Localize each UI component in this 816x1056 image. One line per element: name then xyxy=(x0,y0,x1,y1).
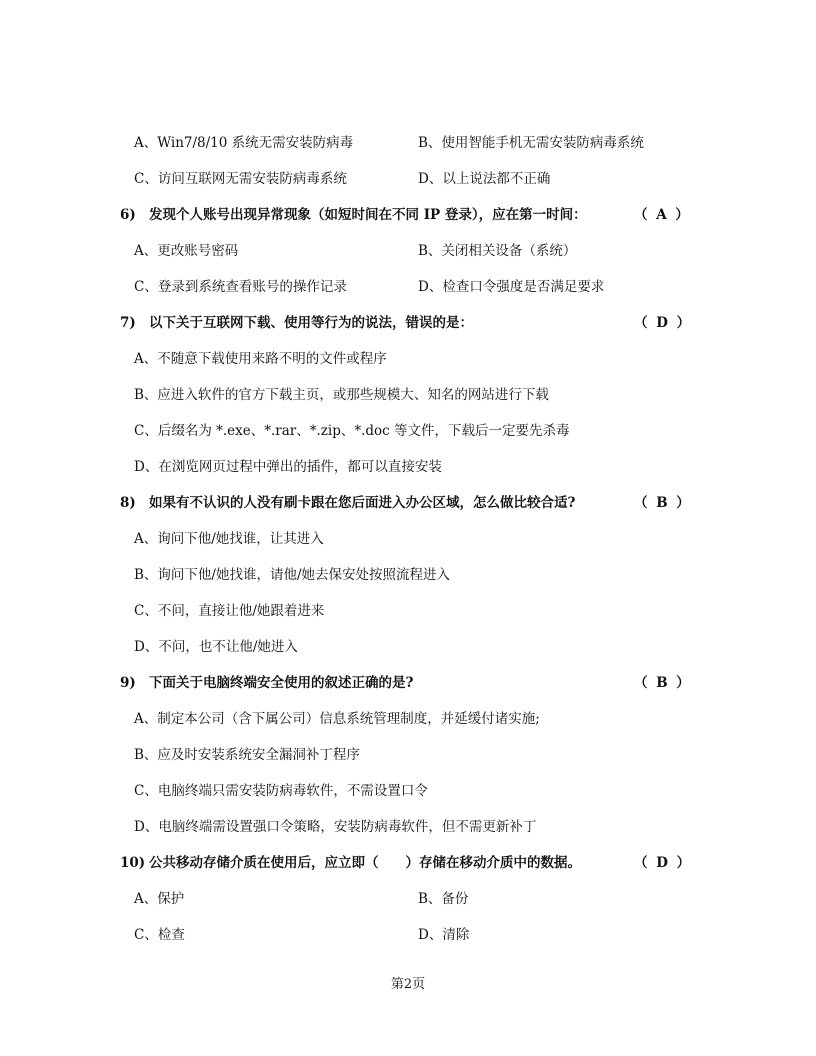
q9-option-b: B、应及时安装系统安全漏洞补丁程序 xyxy=(134,747,360,763)
q8-option-a: A、询问下他/她找谁，让其进入 xyxy=(134,531,324,547)
question-9-option-a-row xyxy=(0,709,816,729)
q8-answer: （ B ） xyxy=(634,495,692,511)
q10-option-a: A、保护 xyxy=(134,891,185,907)
question-6 xyxy=(0,205,816,225)
q7-text: 以下关于互联网下载、使用等行为的说法，错误的是： xyxy=(149,315,473,331)
q7-option-a: A、不随意下载使用来路不明的文件或程序 xyxy=(134,351,387,367)
question-9-option-b-row xyxy=(0,745,816,765)
q6-option-b: B、关闭相关设备（系统） xyxy=(418,243,577,259)
q6-option-a: A、更改账号密码 xyxy=(134,243,239,259)
q10-answer: （ D ） xyxy=(634,855,693,871)
question-7-option-d-row xyxy=(0,457,816,477)
question-6-options-row-1 xyxy=(0,241,816,261)
question-9 xyxy=(0,673,816,693)
q8-number: 8) xyxy=(120,495,136,511)
question-5-options-row-2 xyxy=(0,169,816,189)
q7-number: 7) xyxy=(120,315,136,331)
q9-answer: （ B ） xyxy=(634,675,692,691)
q5-option-b: B、使用智能手机无需安装防病毒系统 xyxy=(418,135,644,151)
question-10 xyxy=(0,853,816,873)
q9-text: 下面关于电脑终端安全使用的叙述正确的是? xyxy=(149,675,414,691)
q5-option-a: A、Win7/8/10 系统无需安装防病毒 xyxy=(134,135,354,151)
q6-number: 6) xyxy=(120,207,136,223)
question-8-option-d-row xyxy=(0,637,816,657)
q8-option-b: B、询问下他/她找谁，请他/她去保安处按照流程进入 xyxy=(134,567,451,583)
question-7-option-b-row xyxy=(0,385,816,405)
q10-option-b: B、备份 xyxy=(418,891,469,907)
question-7 xyxy=(0,313,816,333)
q7-option-b: B、应进入软件的官方下载主页，或那些规模大、知名的网站进行下载 xyxy=(134,387,549,403)
question-6-options-row-2 xyxy=(0,277,816,297)
q9-option-d: D、电脑终端需设置强口令策略，安装防病毒软件，但不需更新补丁 xyxy=(134,819,537,835)
q10-text: 公共移动存储介质在使用后，应立即（ ）存储在移动介质中的数据。 xyxy=(149,855,581,871)
question-8-option-b-row xyxy=(0,565,816,585)
q5-option-c: C、访问互联网无需安装防病毒系统 xyxy=(134,171,347,187)
q6-option-d: D、检查口令强度是否满足要求 xyxy=(418,279,605,295)
question-9-option-c-row xyxy=(0,781,816,801)
q5-option-d: D、以上说法都不正确 xyxy=(418,171,551,187)
q9-option-c: C、电脑终端只需安装防病毒软件，不需设置口令 xyxy=(134,783,428,799)
q7-answer: （ D ） xyxy=(634,315,693,331)
q9-number: 9) xyxy=(120,675,136,691)
q6-option-c: C、登录到系统查看账号的操作记录 xyxy=(134,279,347,295)
question-10-options-row-2 xyxy=(0,925,816,945)
q7-option-c: C、后缀名为 *.exe、*.rar、*.zip、*.doc 等文件，下载后一定要先杀毒 xyxy=(134,423,570,439)
question-8 xyxy=(0,493,816,513)
q6-answer: （ A ） xyxy=(634,207,691,223)
q7-option-d: D、在浏览网页过程中弹出的插件，都可以直接安装 xyxy=(134,459,442,475)
question-7-option-a-row xyxy=(0,349,816,369)
question-8-option-a-row xyxy=(0,529,816,549)
q8-option-d: D、不问，也不让他/她进入 xyxy=(134,639,298,655)
q10-option-c: C、检查 xyxy=(134,927,185,943)
q9-option-a: A、制定本公司（含下属公司）信息系统管理制度，并延缓付诸实施; xyxy=(134,711,540,727)
question-7-option-c-row xyxy=(0,421,816,441)
q10-number: 10) xyxy=(120,855,146,871)
question-10-options-row-1 xyxy=(0,889,816,909)
q6-text: 发现个人账号出现异常现象（如短时间在不同 IP 登录），应在第一时间： xyxy=(149,207,587,223)
q8-option-c: C、不问，直接让他/她跟着进来 xyxy=(134,603,325,619)
page-number: 第2页 xyxy=(390,977,426,992)
q8-text: 如果有不认识的人没有刷卡跟在您后面进入办公区域，怎么做比较合适? xyxy=(149,495,576,511)
question-8-option-c-row xyxy=(0,601,816,621)
question-5-options-row-1 xyxy=(0,133,816,153)
question-9-option-d-row xyxy=(0,817,816,837)
q10-option-d: D、清除 xyxy=(418,927,470,943)
